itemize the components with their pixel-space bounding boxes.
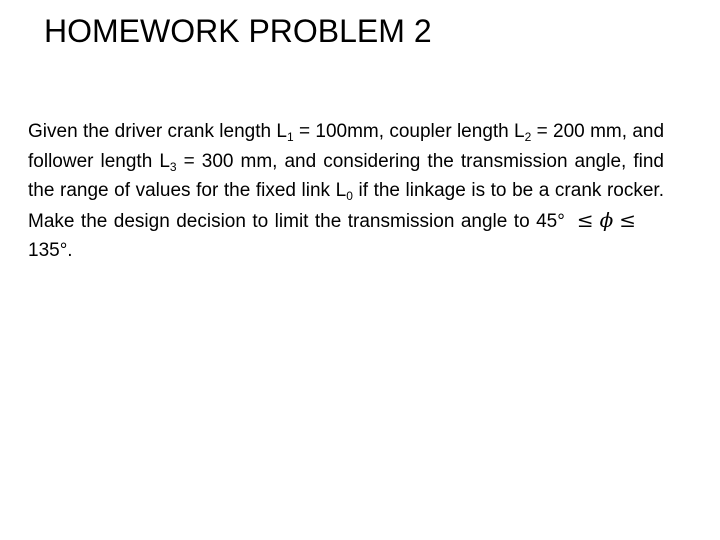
- subscript-2: 2: [524, 130, 532, 144]
- slide-title: HOMEWORK PROBLEM 2: [44, 13, 432, 49]
- leq-symbol-2: ≤: [619, 207, 636, 232]
- problem-text-2: = 100mm, coupler length L: [293, 121, 525, 142]
- problem-statement: [28, 117, 664, 266]
- subscript-1: 1: [286, 130, 294, 144]
- problem-text-4: = 300 mm, and considering the transmission angle, find the range of values for the fixed link L: [28, 150, 664, 201]
- problem-text-5: if the linkage is to be a crank rocker. Make the design decision to limit the transmission angle to 45°: [28, 180, 664, 232]
- subscript-0: 0: [346, 189, 353, 203]
- leq-symbol-1: ≤: [576, 207, 594, 232]
- problem-text-3: = 200 mm, and follower length L: [28, 121, 665, 172]
- subscript-3: 3: [169, 159, 177, 174]
- problem-text-6: 135°.: [28, 240, 73, 261]
- problem-text-1: Given the driver crank length L: [28, 121, 287, 142]
- phi-symbol: ϕ: [599, 207, 614, 232]
